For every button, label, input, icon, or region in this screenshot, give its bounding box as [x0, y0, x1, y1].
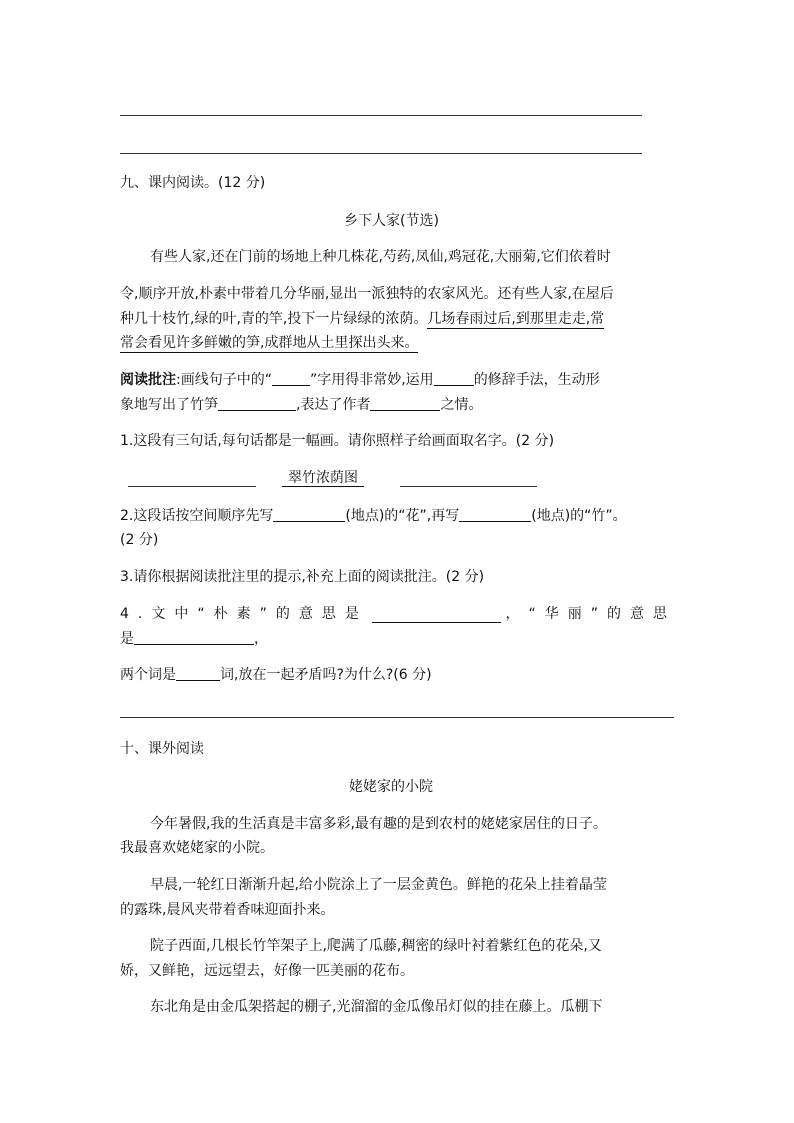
question-2-text-2: (地点)的“花”,再写 [345, 508, 460, 524]
question-4-line-1 [120, 605, 676, 623]
question-2-text-3: (地点)的“竹”。 [531, 508, 627, 524]
story-p1-line-2: 我最喜欢姥姥家的小院。 [120, 840, 274, 856]
question-4-line-2 [120, 630, 268, 648]
blank-rhetoric[interactable] [434, 371, 474, 386]
underlined-sentence-part-2: 常会看见许多鲜嫩的笋,成群地从土里探出头来。 [120, 335, 419, 351]
story-p3-line-1: 院子西面,几根长竹竿架子上,爬满了瓜藤,稠密的绿叶衬着紫红色的花朵,又 [150, 938, 602, 954]
question-2 [120, 507, 627, 525]
blank-place-flower[interactable] [273, 507, 345, 522]
blank-gorgeous-meaning[interactable] [134, 630, 254, 645]
reading-note-text-5: ,表达了作者 [296, 397, 371, 413]
q1-example-answer [282, 469, 364, 487]
section-9-heading: 九、课内阅读。(12 分) [120, 175, 266, 191]
story-p3-line-2: 娇，又鲜艳，远远望去，好像一匹美丽的花布。 [120, 963, 414, 979]
reading-note-text-4: 象地写出了竹笋 [120, 397, 218, 413]
question-2-score: (2 分) [120, 532, 159, 548]
question-4-text-3: 是 [120, 631, 134, 647]
question-3: 3.请你根据阅读批注里的提示,补充上面的阅读批注。(2 分) [120, 569, 485, 585]
blank-simple-meaning[interactable] [372, 608, 502, 623]
q1-example-text: 翠竹浓荫图 [282, 470, 364, 487]
question-2-text-1: 2.这段话按空间顺序先写 [120, 508, 274, 524]
reading-note-text-6: 之情。 [440, 397, 483, 413]
question-1: 1.这段有三句话,每句话都是一幅画。请你照样子给画面取名字。(2 分) [120, 433, 555, 449]
section-9-title: 乡下人家(节选) [344, 213, 439, 229]
reading-note-text-3: 的修辞手法，生动形 [473, 372, 600, 388]
answer-line-2 [120, 153, 642, 154]
reading-note-label: 阅读批注 [120, 372, 176, 388]
reading-note-line-2 [120, 396, 482, 414]
section-10-heading: 十、课外阅读 [120, 741, 204, 757]
reading-note-text-2: ”字用得非常妙,运用 [309, 372, 434, 388]
underlined-sentence-part-1: 几场春雨过后,到那里走走,常 [427, 311, 605, 327]
passage-line-3 [120, 310, 604, 328]
passage-line-2: 令,顺序开放,朴素中带着几分华丽,显出一派独特的农家风光。还有些人家,在屋后 [120, 286, 614, 302]
story-p2-line-1: 早晨,一轮红日渐渐升起,给小院涂上了一层金黄色。鲜艳的花朵上挂着晶莹 [150, 877, 607, 893]
question-4-text-1: 4.文中“朴素”的意思是 [120, 606, 368, 622]
story-p2-line-2: 的露珠,晨风夹带着香味迎面扑来。 [120, 902, 335, 918]
question-4-text-4: ， [254, 631, 268, 647]
blank-feeling[interactable] [370, 396, 440, 411]
section-10-title: 姥姥家的小院 [349, 779, 433, 795]
passage-line-1: 有些人家,还在门前的场地上种几株花,芍药,凤仙,鸡冠花,大丽菊,它们依着时 [150, 249, 611, 265]
reading-note-text-1: :画线句子中的“ [176, 372, 272, 388]
passage-line-4 [120, 334, 418, 352]
question-4-text-2: ，“华丽”的意思 [505, 606, 676, 622]
blank-word[interactable] [272, 371, 310, 386]
reading-note-line-1 [120, 371, 600, 389]
q1-answer-blank-2[interactable] [400, 486, 537, 487]
q4-answer-line[interactable] [120, 717, 674, 718]
question-4-line-3 [120, 666, 432, 684]
story-p4-line-1: 东北角是由金瓜架搭起的棚子,光溜溜的金瓜像吊灯似的挂在藤上。瓜棚下 [150, 999, 603, 1015]
blank-word-type[interactable] [176, 666, 220, 681]
blank-bamboo-shoot[interactable] [218, 396, 296, 411]
question-4-text-6: 词,放在一起矛盾吗?为什么?(6 分) [220, 667, 432, 683]
story-p1-line-1: 今年暑假,我的生活真是丰富多彩,最有趣的是到农村的姥姥家居住的日子。 [150, 816, 607, 832]
blank-place-bamboo[interactable] [459, 507, 531, 522]
answer-line-1 [120, 115, 642, 116]
question-4-text-5: 两个词是 [120, 667, 176, 683]
q1-answer-blank-1[interactable] [128, 486, 256, 487]
passage-line-3-plain: 种几十枝竹,绿的叶,青的竿,投下一片绿绿的浓荫。 [120, 311, 428, 327]
